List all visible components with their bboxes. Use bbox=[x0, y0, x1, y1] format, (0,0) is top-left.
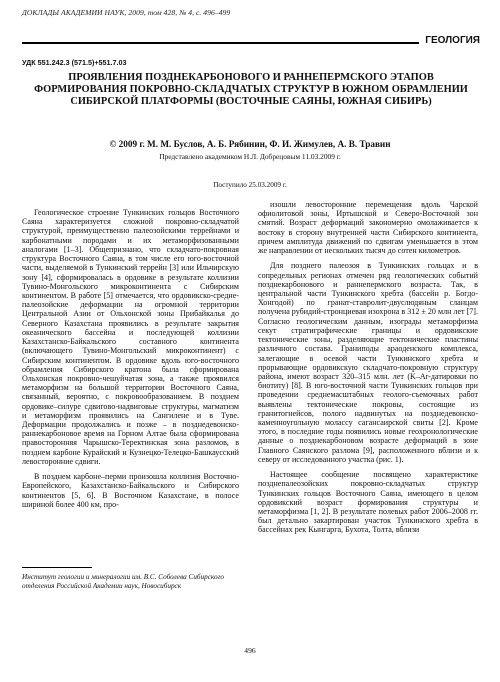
right-paragraph: изошли левосторонние перемещения вдоль Чарской офиолитовой зоны, Иртышской и Северо-Восточной зон смятий. Возраст деформаций закономерно омолаживается к востоку в сторону внутренней части Сибирского континента, причем амплитуда движений по сдвигам уменьшается в этом же направлении от нескольких тысяч до сотен километров. bbox=[258, 200, 478, 256]
right-paragraph: Настоящее сообщение посвящено характеристике позднепалеозойских покровно-складчатых структур Тункинских гольцов Восточного Саяна, имеющего в целом ордовикский возраст формирования структуры и метаморфизма [1, 2]. В результате полевых работ 2006–2008 гг. был детально закартирован участок Тункинского хребта в бассейнах рек Кынгарга, Бухота, Толта, вблизи bbox=[258, 470, 478, 535]
right-paragraph: Для позднего палеозоя в Тункинских гольцах и в сопредельных регионах отмечен ряд геологических событий позднекарбонового и раннепермского возраста. Так, в центральной части Тункинского хребта (бассейн р. Богдо-Хонгодой) по гранат-ставролит-двуслюдяным сланцам получена рубидий-стронциевая изохрона в 312 ± 20 млн лет [7]. Согласно геологическим данным, изограды метаморфизма секут стратиграфические границы и ордовикские тектонические зоны, разделяющие тектонические пластины различного состава. Граниподы араоденского комплекса, залегающие в осевой части Тункинского хребта и прорывающие ордовикскую складчато-покровную структуру района, имеют возраст 320–315 млн. лет (K–Ar-датировки по биотиту) [8]. В юго-восточной части Тункинских гольцов при проведении среднемасштабных геолого-съемочных работ выявлены тектонические покровы, состоящие из гранитогнейсов, полого надвинутых на позднедевонско-каменноугольную молассу сагансаирской свиты [2]. Кроме этого, в последние годы появились новые геохронологические данные о позднекарбоновом возрасте деформаций в зоне Главного Саянского разлома [9], расположенного вблизи и к северу от исследованного участка (рис. 1). bbox=[258, 261, 478, 464]
article-title: ПРОЯВЛЕНИЯ ПОЗДНЕКАРБОНОВОГО И РАННЕПЕРМСКОГО ЭТАПОВ ФОРМИРОВАНИЯ ПОКРОВНО-СКЛАДЧАТЫХ СТРУКТУР В ЮЖНОМ ОБРАМЛЕНИИ СИБИРСКОЙ ПЛАТФОРМЫ (ВОСТОЧНЫЕ САЯНЫ, ЮЖНАЯ СИБИРЬ) bbox=[34, 72, 468, 107]
affiliation-footnote: Институт геологии и минералогии им. В.С. Соболева Сибирского отделения Российской Академии наук, Новосибирск bbox=[22, 573, 225, 590]
left-paragraph: В позднем карбоне–перми произошла коллизия Восточно-Европейского, Казахстанско-Байкальского и Сибирского континентов [5, 6]. В Восточном Казахстане, в полосе шириной более 400 км, про- bbox=[22, 472, 239, 509]
right-column bbox=[258, 200, 478, 541]
running-head: ДОКЛАДЫ АКАДЕМИИ НАУК, 2009, том 428, № 4, с. 496–499 bbox=[22, 8, 231, 17]
section-bar bbox=[22, 36, 480, 48]
page-number: 496 bbox=[244, 646, 256, 655]
left-paragraph: Геологическое строение Тункинских гольцов Восточного Саяна характеризуется сложной покровно-складчатой структурой, преимущественно палеозойскими террейнами и карбонатными породами и их метаморфизованными аналогами [1–3]. Общепризнано, что складчато-покровная структура Восточного Саяна, в том числе его юго-восточной части, выделяемой в Тункинский террейн [3] или Ильчирскую зону [4], сформировалась в ордовике в результате коллизии Тувино-Монгольского микроконтинента с Сибирским континентом. В работе [5] отмечается, что ордовикско-средне-палеозойские деформации на огромной территории Центральной Азии от Ольхонской зоны Прибайкалья до Северного Казахстана проявились в результате закрытия океанического бассейна и последующей коллизии Казахстанско-Байкальского составного континента (включающего Тувино-Монгольский микроконтинент) с Сибирским континентом. В ордовике вдоль юго-восточного обрамления Сибирского кратона была сформирована Ольхонская покровно-чешуйчатая зона, а также проявился метаморфизм на большой территории Восточного Саяна, связанный, вероятно, с покровообразованием. В позднем ордовике–силуре сдвигово-надвиговые структуры, магматизм и метаморфизм проявились на Сангилене и в Туве. Деформации продолжались и позже – в позднедевонско-раннекарбоновое время на Горном Алтае была сформирована правосторонняя Чарышско-Теректинская зона разломов, в позднем карбоне Курайский и Кузнецко-Телецко-Башкаусский левосторонние сдвиги. bbox=[22, 208, 239, 466]
udk-code: УДК 551.242.3 (571.5)+551.7.03 bbox=[22, 58, 127, 67]
section-rule bbox=[22, 42, 480, 44]
received-date: Поступило 25.03.2009 г. bbox=[213, 181, 287, 189]
left-column bbox=[22, 208, 239, 515]
authors: © 2009 г. М. М. Буслов, А. Б. Рябинин, Ф. И. Жимулев, А. В. Травин bbox=[109, 139, 391, 149]
presented-by: Представлено академиком Н.Л. Добрецовым 11.03.2009 г. bbox=[159, 152, 341, 161]
section-label: ГЕОЛОГИЯ bbox=[419, 35, 480, 46]
footnote-rule bbox=[22, 567, 92, 568]
